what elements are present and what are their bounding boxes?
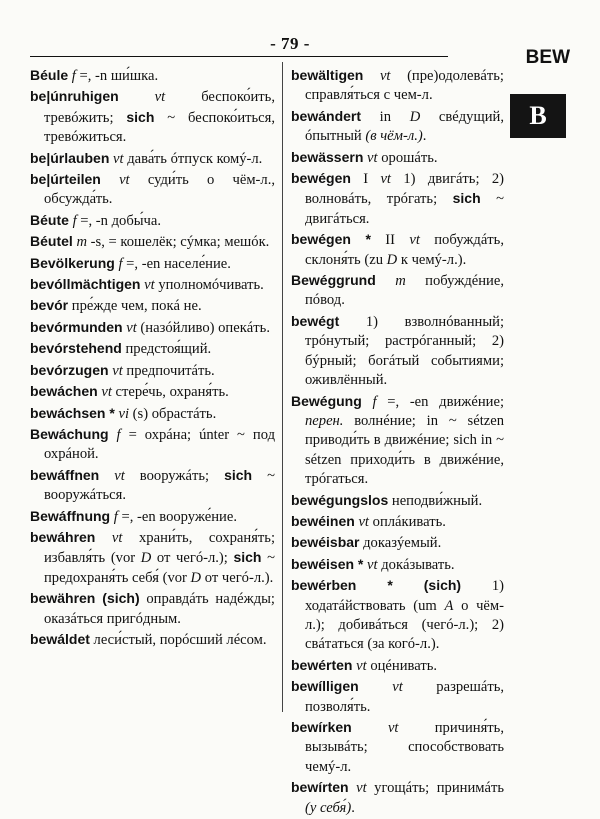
headword: Béute bbox=[30, 211, 69, 228]
definition: I vt 1) двигáть; 2) волновáть, трóгать; sich ~ двигáться. bbox=[305, 171, 504, 227]
dictionary-entry bbox=[30, 170, 275, 210]
definition: vt оплáкивать. bbox=[358, 513, 446, 530]
headword: bevór bbox=[30, 297, 69, 314]
headword: bewírken bbox=[291, 719, 352, 735]
headword: Bewéggrund bbox=[291, 272, 376, 289]
dictionary-entry bbox=[30, 254, 275, 274]
dictionary-entry bbox=[30, 425, 275, 465]
dictionary-entry bbox=[30, 466, 275, 506]
dictionary-entry bbox=[291, 576, 504, 655]
headword: bevórstehend bbox=[30, 340, 122, 357]
definition: f = охрáна; únter ~ под охрáной. bbox=[44, 426, 275, 463]
dictionary-entry bbox=[291, 533, 504, 553]
dictionary-entry bbox=[30, 382, 275, 402]
dictionary-entry bbox=[30, 232, 275, 252]
definition: f =, -n добы́ча. bbox=[72, 212, 162, 229]
dictionary-entry bbox=[291, 677, 504, 717]
definition: оправдáть надéжды; оказáться пригóдным. bbox=[44, 591, 275, 627]
headword: bewáhren bbox=[30, 528, 96, 545]
dictionary-entry bbox=[30, 339, 275, 359]
dictionary-entry bbox=[30, 507, 275, 527]
dictionary-entry bbox=[30, 296, 275, 316]
definition: f =, -en населе́ние. bbox=[118, 255, 231, 272]
dictionary-entry bbox=[291, 778, 504, 818]
definition: vt беспоко́ить, тревóжить; sich ~ беспоко́иться, тревóжиться. bbox=[44, 89, 275, 146]
headword: bewässern bbox=[291, 148, 364, 165]
headword: be|úrlauben bbox=[30, 149, 110, 166]
headword: Béutel bbox=[30, 233, 73, 250]
headword: Bevölkerung bbox=[30, 254, 115, 271]
dictionary-entry bbox=[30, 66, 275, 86]
definition: предстоя́щий. bbox=[121, 341, 212, 358]
column-divider bbox=[282, 62, 283, 712]
dictionary-entry bbox=[30, 630, 275, 650]
dictionary-entry bbox=[291, 230, 504, 270]
headword: bewégen * bbox=[291, 231, 371, 248]
thumb-index-tab bbox=[510, 94, 566, 138]
dictionary-entry bbox=[30, 149, 275, 169]
headword: bevórmunden bbox=[30, 318, 123, 335]
dictionary-entry bbox=[30, 404, 275, 424]
right-column bbox=[291, 66, 504, 819]
definition: vt дава́ть óтпуск комý-л. bbox=[113, 150, 263, 167]
dictionary-entry bbox=[291, 312, 504, 391]
headword: be|únruhigen bbox=[30, 88, 119, 105]
dictionary-entry bbox=[291, 148, 504, 168]
headword: Bewégung bbox=[291, 392, 362, 409]
running-head: BEW bbox=[525, 47, 570, 68]
headword: bewéinen bbox=[291, 512, 355, 529]
definition: vt разрешáть, позволя́ть. bbox=[305, 679, 504, 715]
definition: m -s, = кошелёк; сýмка; мешóк. bbox=[76, 234, 270, 251]
definition: vt стере́чь, охраня́ть. bbox=[101, 384, 229, 401]
definition: доказýемый. bbox=[359, 535, 442, 552]
dictionary-entry bbox=[291, 656, 504, 676]
definition: vt (пре)одолевáть; справля́ться с чем-л. bbox=[305, 68, 504, 104]
definition: m побуждéние, пóвод. bbox=[305, 273, 504, 309]
headword: bewáchsen * bbox=[30, 404, 115, 421]
definition: vt суди́ть о чём-л., обсужда́ть. bbox=[44, 172, 275, 208]
headword: bewáldet bbox=[30, 630, 90, 647]
definition: vt уполномóчивать. bbox=[144, 277, 264, 294]
dictionary-entry bbox=[30, 211, 275, 231]
headword: bevóllmächtigen bbox=[30, 276, 141, 293]
definition: vt предпочитáть. bbox=[112, 362, 215, 379]
dictionary-entry bbox=[291, 107, 504, 147]
dictionary-entry bbox=[291, 66, 504, 106]
dictionary-entry bbox=[30, 275, 275, 295]
definition: леси́стый, порóсший лéсом. bbox=[89, 631, 267, 648]
thumb-index-letter: B bbox=[529, 101, 547, 130]
definition: пре́жде чем, покá не. bbox=[68, 298, 202, 315]
definition: vt причиня́ть, вызывáть; способствовать чемý-л. bbox=[305, 720, 504, 775]
page-number: - 79 - bbox=[270, 34, 310, 53]
definition: vt вооружáть; sich ~ вооружáться. bbox=[44, 466, 275, 504]
dictionary-entry bbox=[291, 512, 504, 532]
definition: in D свéдущий, óпытный (в чём-л.). bbox=[305, 108, 504, 145]
headword: Bewáffnung bbox=[30, 507, 111, 524]
dictionary-entry bbox=[291, 169, 504, 229]
definition: vi (s) обрастáть. bbox=[118, 405, 217, 422]
dictionary-entry bbox=[30, 318, 275, 338]
headword: bewírten bbox=[291, 779, 349, 796]
definition: f =, -en вооруже́ние. bbox=[113, 508, 237, 525]
headword: bewégt bbox=[291, 312, 340, 329]
headword: Bewáchung bbox=[30, 425, 109, 442]
dictionary-entry bbox=[30, 87, 275, 147]
definition: f =, -en движéние; перен. волнéние; in ~ sétzen приводи́ть в движéние; sich in ~ sétzen приходи́ть в движéние, трóгаться. bbox=[305, 393, 504, 488]
definition: 1) ходатáйствовать (um A о чём-л.); добивáться (чегó-л.); 2) свáтаться (за когó-л.). bbox=[305, 578, 505, 653]
headword: bewérben * (sich) bbox=[291, 577, 462, 594]
headword: bewähren (sich) bbox=[30, 590, 140, 607]
headword: be|úrteilen bbox=[30, 171, 101, 188]
dictionary-entry bbox=[291, 491, 504, 511]
definition: f =, -n ши́шка. bbox=[71, 68, 159, 84]
dictionary-entry bbox=[291, 392, 504, 490]
dictionary-entry bbox=[30, 589, 275, 629]
definition: 1) взволнóванный; трóнутый; растрóганный; 2) бýрный; богáтый событиями; оживлённый. bbox=[305, 313, 504, 389]
definition: vt (назóйливо) опекáть. bbox=[126, 319, 270, 336]
headword: bewältigen bbox=[291, 67, 364, 83]
definition: vt угощáть; принимáть (у себя́). bbox=[305, 780, 504, 816]
headword: bewáchen bbox=[30, 383, 98, 400]
headword: bewégen bbox=[291, 170, 351, 187]
headword: bewégungslos bbox=[291, 491, 389, 508]
headword: Béule bbox=[30, 67, 69, 83]
dictionary-entry bbox=[30, 528, 275, 588]
headword: bewílligen bbox=[291, 678, 359, 695]
definition: vt оцéнивать. bbox=[356, 657, 438, 674]
headword: bewéisen * bbox=[291, 555, 364, 572]
dictionary-entry bbox=[291, 718, 504, 777]
dictionary-entry bbox=[291, 555, 504, 575]
definition: неподви́жный. bbox=[388, 492, 483, 509]
headword: bewéisbar bbox=[291, 534, 360, 551]
left-column bbox=[30, 66, 275, 651]
dictionary-entry bbox=[30, 361, 275, 381]
headword: bewándert bbox=[291, 107, 362, 124]
headword: bevórzugen bbox=[30, 361, 109, 378]
dictionary-entry bbox=[291, 271, 504, 311]
header-rule bbox=[30, 56, 448, 57]
definition: vt докáзывать. bbox=[367, 556, 455, 573]
headword: bewáffnen bbox=[30, 466, 100, 483]
definition: vt храни́ть, сохраня́ть; избавля́ть (vor D от чегó-л.); sich ~ предохраня́ть себя́ (vor D от чегó-л.). bbox=[44, 529, 275, 586]
definition: II vt побуждáть, склоня́ть (zu D к чемý-л.). bbox=[305, 232, 504, 268]
definition: vt орошáть. bbox=[367, 149, 438, 166]
headword: bewérten bbox=[291, 656, 353, 673]
